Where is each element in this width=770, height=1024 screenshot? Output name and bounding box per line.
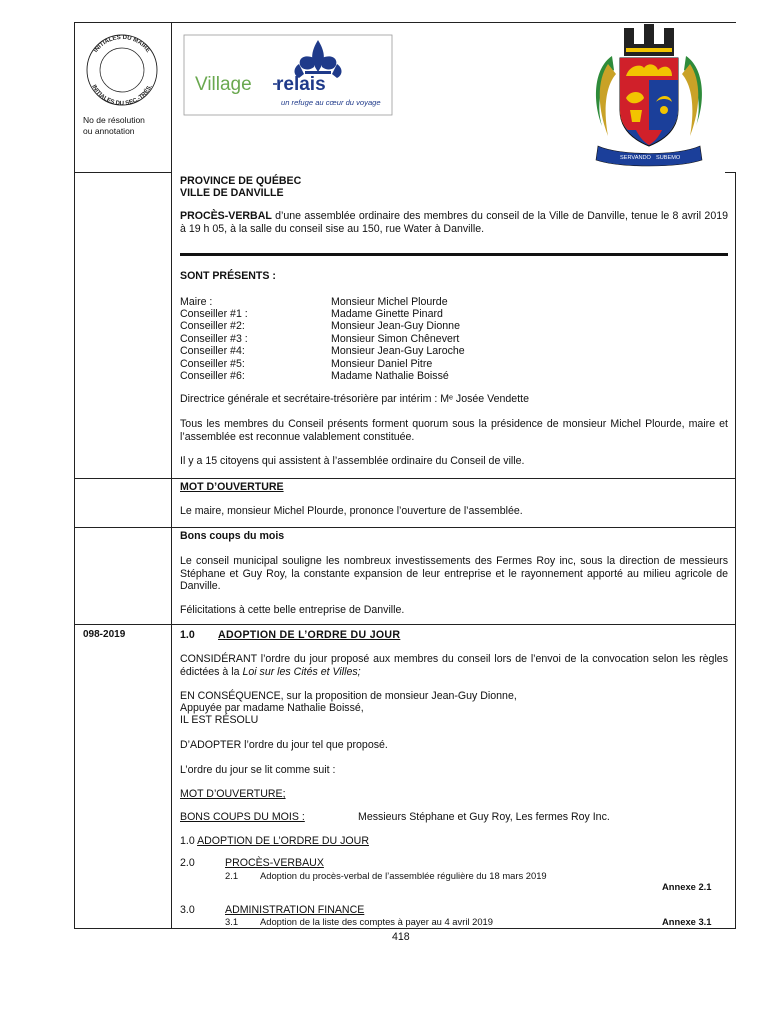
- agenda-item-title: ADMINISTRATION FINANCE: [225, 904, 365, 916]
- agenda-item-title: ADOPTION DE L’ORDRE DU JOUR: [197, 835, 369, 847]
- margin-column-divider: [171, 22, 172, 928]
- stamp-bottom-text: INITIALES DU SEC.-TRÉS.: [90, 84, 154, 108]
- attendee-row: [180, 308, 443, 320]
- attendee-row: [180, 370, 449, 382]
- attendee-role: Conseiller #1 :: [180, 308, 248, 320]
- ville-heading: VILLE DE DANVILLE: [180, 187, 284, 199]
- section-divider-ouverture: [74, 478, 736, 479]
- section-divider-resolution: [74, 624, 736, 625]
- attendee-name: Monsieur Michel Plourde: [331, 296, 448, 308]
- attendee-row: [180, 320, 460, 332]
- logo-tagline: un refuge au cœur du voyage: [281, 98, 381, 107]
- agenda-subitem-number: 3.1: [225, 916, 239, 927]
- agenda-subitem-text: Adoption du procès-verbal de l’assemblée régulière du 18 mars 2019: [260, 870, 547, 881]
- agenda-item-number: 2.0: [180, 857, 195, 869]
- stamp-top-text: INITIALES DU MAIRE: [93, 34, 151, 54]
- mot-ouverture-text: Le maire, monsieur Michel Plourde, prononce l’ouverture de l’assemblée.: [180, 505, 523, 517]
- proces-verbal-label: PROCÈS-VERBAL: [180, 210, 272, 222]
- attendee-role: Conseiller #3 :: [180, 333, 248, 345]
- attendee-name: Monsieur Jean-Guy Dionne: [331, 320, 460, 332]
- attendee-name: Monsieur Daniel Pitre: [331, 358, 433, 370]
- agenda-item-title: PROCÈS-VERBAUX: [225, 857, 324, 869]
- agenda-mot-ouverture: MOT D’OUVERTURE;: [180, 788, 286, 800]
- considerant-law: Loi sur les Cités et Villes;: [242, 665, 361, 678]
- agenda-bons-coups-text: Messieurs Stéphane et Guy Roy, Les fermes Roy Inc.: [358, 811, 610, 823]
- considerant-text: CONSIDÉRANT l’ordre du jour proposé aux membres du conseil lors de l’envoi de la convocation selon les règles édictées à la: [180, 653, 728, 678]
- considerant-paragraph: [180, 653, 728, 678]
- resolution-column-label: No de résolution ou annotation: [83, 115, 145, 136]
- header-divider-right: [725, 172, 736, 173]
- resolution-number: 098-2019: [83, 629, 126, 640]
- svg-text:INITIALES DU MAIRE: [93, 35, 151, 54]
- consequence-line: EN CONSÉQUENCE, sur la proposition de monsieur Jean-Guy Dionne,: [180, 690, 517, 702]
- felicitations-line: Félicitations à cette belle entreprise de Danville.: [180, 604, 405, 616]
- crest-motto-left: SERVANDO: [620, 155, 651, 161]
- attendee-row: [180, 345, 465, 357]
- agenda-item-number: 3.0: [180, 904, 195, 916]
- sont-presents-heading: SONT PRÉSENTS :: [180, 270, 276, 282]
- adopter-line: D’ADOPTER l’ordre du jour tel que proposé.: [180, 739, 388, 751]
- agenda-subitem-number: 2.1: [225, 870, 239, 881]
- section-divider-bons-coups: [74, 527, 736, 528]
- margin-header-divider: [74, 172, 172, 173]
- frame-right-border: [735, 172, 736, 928]
- crest-motto-right: SUBEMO: [656, 155, 681, 161]
- agenda-item-1-0: [180, 835, 369, 848]
- province-heading: PROVINCE DE QUÉBEC: [180, 175, 302, 187]
- attendee-row: [180, 296, 448, 308]
- agenda-bons-coups-label: BONS COUPS DU MOIS :: [180, 811, 305, 823]
- village-relais-logo: [183, 34, 393, 116]
- appuyee-line: Appuyée par madame Nathalie Boissé,: [180, 702, 364, 714]
- logo-text-relais: relais: [276, 74, 326, 95]
- header-thick-rule: [180, 253, 728, 256]
- attendee-role: Conseiller #2:: [180, 320, 245, 332]
- attendee-role: Conseiller #6:: [180, 370, 245, 382]
- item-number: 1.0: [180, 629, 195, 641]
- item-title: ADOPTION DE L’ORDRE DU JOUR: [218, 629, 401, 641]
- se-lit-line: L’ordre du jour se lit comme suit :: [180, 764, 336, 776]
- proces-verbal-paragraph: [180, 210, 728, 235]
- resolu-line: IL EST RÉSOLU: [180, 714, 259, 726]
- annexe-label: Annexe 2.1: [662, 881, 712, 892]
- directrice-line: Directrice générale et secrétaire-trésorière par intérim : Mᵉ Josée Vendette: [180, 393, 529, 405]
- fleur-de-lis-icon: [295, 40, 342, 78]
- attendee-name: Monsieur Jean-Guy Laroche: [331, 345, 465, 357]
- agenda-item-number: 1.0: [180, 835, 195, 847]
- attendee-name: Madame Nathalie Boissé: [331, 370, 449, 382]
- bons-coups-heading: Bons coups du mois: [180, 530, 285, 542]
- attendee-name: Madame Ginette Pinard: [331, 308, 443, 320]
- quorum-paragraph: Tous les membres du Conseil présents forment quorum sous la présidence de monsieur Michel Plourde, maire et l’assemblée est reconnue valablement constituée.: [180, 418, 728, 443]
- page-number: 418: [392, 931, 410, 943]
- attendee-role: Conseiller #5:: [180, 358, 245, 370]
- attendee-role: Maire :: [180, 296, 213, 308]
- attendee-row: [180, 358, 433, 370]
- attendee-name: Monsieur Simon Chênevert: [331, 333, 460, 345]
- proces-verbal-text: d’une assemblée ordinaire des membres du conseil de la Ville de Danville, tenue le 8 avril 2019 à 19 h 05, à la salle du conseil sise au 150, rue Water à Danville.: [180, 210, 728, 235]
- annexe-label: Annexe 3.1: [662, 916, 712, 927]
- coat-of-arms-crest: [590, 18, 708, 170]
- citoyens-line: Il y a 15 citoyens qui assistent à l’assemblée ordinaire du Conseil de ville.: [180, 455, 525, 467]
- logo-text-village: Village: [195, 74, 252, 95]
- mot-ouverture-heading: MOT D’OUVERTURE: [180, 481, 284, 493]
- bons-coups-paragraph: Le conseil municipal souligne les nombreux investissements des Fermes Roy inc, sous la direction de messieurs Stéphane et Guy Roy, la constante expansion de leur entreprise et le rayonnement apporté au milieu agricole de Danville.: [180, 555, 728, 593]
- agenda-subitem-text: Adoption de la liste des comptes à payer au 4 avril 2019: [260, 916, 493, 927]
- frame-left-border: [74, 22, 75, 928]
- svg-text:INITIALES DU SEC.-TRÉS.: [90, 84, 154, 107]
- attendee-role: Conseiller #4:: [180, 345, 245, 357]
- attendee-row: [180, 333, 460, 345]
- initials-stamp: [82, 32, 162, 108]
